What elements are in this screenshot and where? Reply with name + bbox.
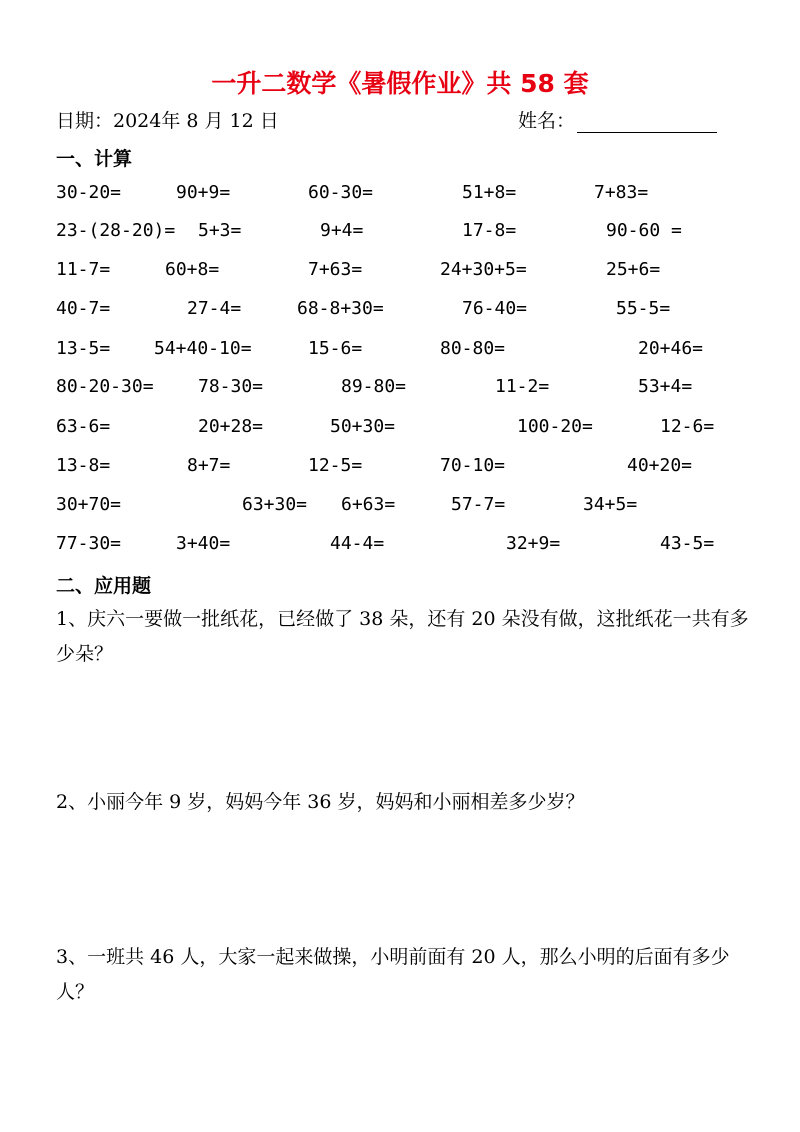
calc-item: 55-5=: [616, 298, 671, 319]
calc-item: 57-7=: [451, 494, 506, 515]
calc-item: 53+4=: [638, 376, 693, 397]
section-word-problems-heading: 二、应用题: [56, 575, 152, 597]
calc-row: [0, 338, 800, 364]
calc-item: 63+30=: [242, 494, 308, 515]
calc-item: 13-8=: [56, 455, 111, 476]
calc-row: [0, 455, 800, 481]
calc-item: 44-4=: [330, 533, 385, 554]
calc-item: 7+63=: [308, 259, 363, 280]
calc-item: 32+9=: [506, 533, 561, 554]
calc-item: 51+8=: [462, 182, 517, 203]
name-field: [518, 106, 717, 133]
calc-row: [0, 220, 800, 246]
calc-item: 30-20=: [56, 182, 122, 203]
calc-item: 12-6=: [660, 416, 715, 437]
calc-item: 11-2=: [495, 376, 550, 397]
calc-item: 17-8=: [462, 220, 517, 241]
calc-item: 24+30+5=: [440, 259, 527, 280]
worksheet-title: 一升二数学《暑假作业》共 58 套: [211, 69, 589, 98]
calc-item: 40-7=: [56, 298, 111, 319]
word-problem-3: 3、一班共 46 人，大家一起来做操，小明前面有 20 人，那么小明的后面有多少人？: [56, 946, 730, 1003]
calc-item: 5+3=: [198, 220, 242, 241]
word-problem-2: 2、小丽今年 9 岁，妈妈今年 36 岁，妈妈和小丽相差多少岁？: [56, 791, 585, 813]
calc-row: [0, 259, 800, 285]
calc-item: 80-80=: [440, 338, 506, 359]
calc-item: 7+83=: [594, 182, 649, 203]
calc-item: 15-6=: [308, 338, 363, 359]
calc-item: 68-8+30=: [297, 298, 384, 319]
word-problem-1: 1、庆六一要做一批纸花，已经做了 38 朵，还有 20 朵没有做，这批纸花一共有多少朵？: [56, 608, 749, 665]
calc-row: [0, 416, 800, 442]
calc-item: 60-30=: [308, 182, 374, 203]
calc-item: 30+70=: [56, 494, 122, 515]
calc-item: 6+63=: [341, 494, 396, 515]
calc-item: 9+4=: [320, 220, 364, 241]
date-line: 日期：2024年 8 月 12 日: [56, 110, 279, 132]
calc-item: 78-30=: [198, 376, 264, 397]
calc-item: 23-(28-20)=: [56, 220, 176, 241]
calc-item: 76-40=: [462, 298, 528, 319]
calc-row: [0, 494, 800, 520]
calc-item: 77-30=: [56, 533, 122, 554]
calc-row: [0, 182, 800, 208]
calc-item: 90-60 =: [606, 220, 682, 241]
calc-row: [0, 298, 800, 324]
calc-item: 63-6=: [56, 416, 111, 437]
calc-item: 20+28=: [198, 416, 264, 437]
calc-item: 34+5=: [583, 494, 638, 515]
calc-item: 70-10=: [440, 455, 506, 476]
calc-row: [0, 533, 800, 559]
calc-item: 20+46=: [638, 338, 704, 359]
calc-item: 27-4=: [187, 298, 242, 319]
calc-item: 60+8=: [165, 259, 220, 280]
name-blank: [577, 114, 717, 133]
calc-item: 12-5=: [308, 455, 363, 476]
calc-item: 3+40=: [176, 533, 231, 554]
calc-item: 90+9=: [176, 182, 231, 203]
section-calculation-heading: 一、计算: [56, 148, 133, 170]
calc-item: 43-5=: [660, 533, 715, 554]
calc-item: 13-5=: [56, 338, 111, 359]
calc-item: 11-7=: [56, 259, 111, 280]
calc-item: 89-80=: [341, 376, 407, 397]
calc-item: 40+20=: [627, 455, 693, 476]
calc-item: 80-20-30=: [56, 376, 154, 397]
calc-item: 100-20=: [517, 416, 593, 437]
calc-item: 54+40-10=: [154, 338, 252, 359]
name-label: 姓名：: [518, 110, 576, 132]
calc-item: 50+30=: [330, 416, 396, 437]
calc-item: 8+7=: [187, 455, 231, 476]
calc-row: [0, 376, 800, 402]
calc-item: 25+6=: [606, 259, 661, 280]
